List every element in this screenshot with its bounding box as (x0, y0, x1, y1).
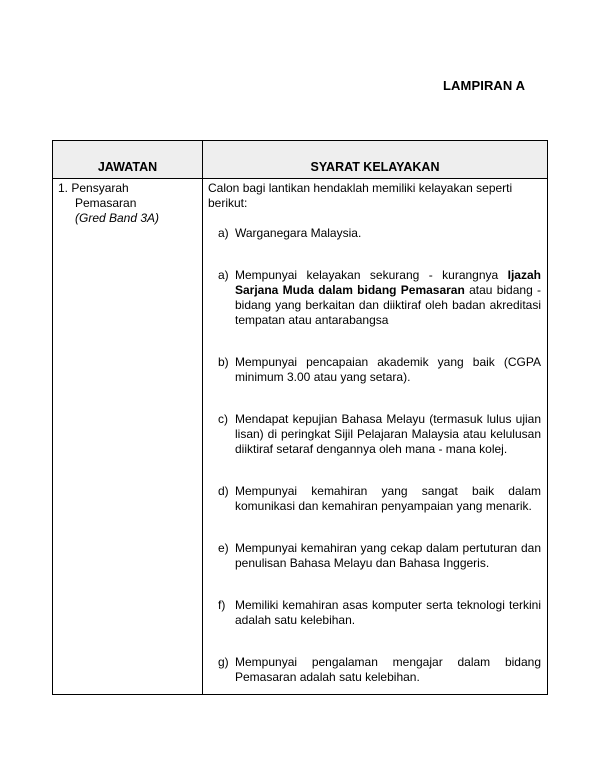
list-item-letter: b) (218, 355, 229, 369)
appendix-label: LAMPIRAN A (443, 78, 526, 93)
list-item-text-pre: Mempunyai kelayakan sekurang - kurangnya (235, 268, 508, 282)
list-item-text (235, 268, 542, 328)
list-item-letter: c) (218, 412, 228, 426)
list-item (208, 268, 542, 328)
list-item-text-bold: Ijazah Sarjana Muda dalam bidang Pemasaran (235, 268, 541, 297)
list-item-text: Memiliki kemahiran asas komputer serta teknologi terkini adalah satu kelebihan. (235, 598, 541, 627)
position-field: Pemasaran (75, 196, 137, 210)
column-header-syarat: SYARAT KELAYAKAN (203, 141, 548, 179)
list-item-letter: g) (218, 655, 229, 669)
list-item-letter: d) (218, 484, 229, 498)
table-row (53, 179, 548, 695)
list-item-letter: f) (218, 598, 226, 612)
position-title: 1. Pensyarah (58, 181, 129, 195)
list-item (208, 226, 542, 241)
list-item-text: Warganegara Malaysia. (235, 226, 362, 240)
requirements-list (208, 226, 542, 685)
requirements-table (52, 140, 548, 695)
list-item (208, 655, 542, 685)
requirements-cell (203, 179, 548, 695)
position-cell (53, 179, 203, 695)
list-item-text: Mempunyai pencapaian akademik yang baik (CGPA minimum 3.00 atau yang setara). (235, 355, 541, 384)
list-item-text-post: atau bidang - bidang yang berkaitan dan diiktiraf oleh badan akreditasi tempatan atau antarabangsa (235, 283, 542, 327)
requirements-intro: Calon bagi lantikan hendaklah memiliki kelayakan seperti berikut: (208, 181, 513, 210)
list-item (208, 541, 542, 571)
list-item (208, 355, 542, 385)
column-header-jawatan: JAWATAN (53, 141, 203, 179)
list-item (208, 598, 542, 628)
list-item-text: Mempunyai kemahiran yang sangat baik dalam komunikasi dan kemahiran penyampaian yang menarik. (235, 484, 541, 513)
list-item-letter: a) (218, 226, 229, 240)
list-item-text: Mempunyai kemahiran yang cekap dalam pertuturan dan penulisan Bahasa Melayu dan Bahasa Inggeris. (235, 541, 541, 570)
list-item (208, 484, 542, 514)
list-item (208, 412, 542, 457)
list-item-text: Mendapat kepujian Bahasa Melayu (termasuk lulus ujian lisan) di peringkat Sijil Pelajaran Malaysia atau kelulusan diiktiraf setaraf dengannya oleh mana - mana kolej. (235, 412, 541, 456)
table-header-row (53, 141, 548, 179)
list-item-letter: e) (218, 541, 229, 555)
list-item-text: Mempunyai pengalaman mengajar dalam bidang Pemasaran adalah satu kelebihan. (235, 655, 541, 684)
position-grade: (Gred Band 3A) (75, 211, 160, 225)
list-item-letter: a) (218, 268, 229, 282)
